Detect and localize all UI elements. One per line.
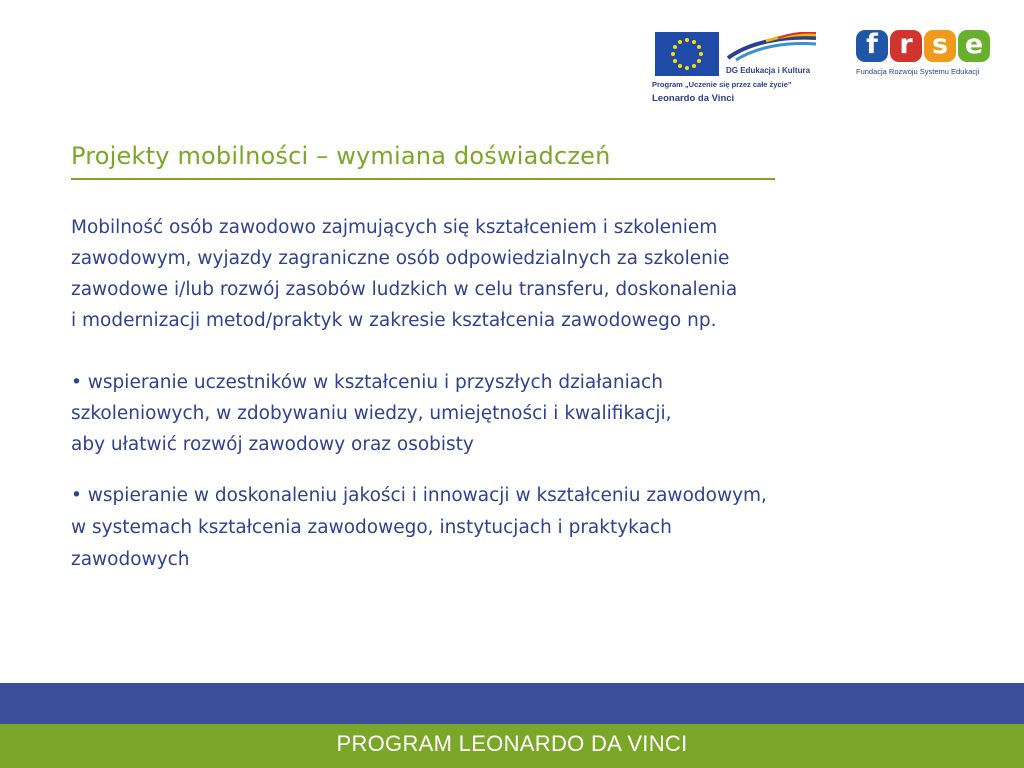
bullet-line: • wspieranie w doskonaleniu jakości i innowacji w kształceniu zawodowym,: [71, 485, 767, 506]
intro-paragraph: [71, 212, 971, 336]
frse-letter-f: f: [856, 30, 888, 62]
slide-title: Projekty mobilności – wymiana doświadczeń: [71, 142, 611, 170]
frse-letter-s: s: [924, 30, 956, 62]
paragraph-line: Mobilność osób zawodowo zajmujących się kształceniem i szkoleniem: [71, 217, 718, 238]
frse-letter-e: e: [958, 30, 990, 62]
frse-letters: [856, 30, 996, 62]
footer-program-label: PROGRAM LEONARDO DA VINCI: [336, 731, 688, 756]
footer-blue-band: [0, 683, 1024, 724]
bullet-line: • wspieranie uczestników w kształceniu i przyszłych działaniach: [71, 372, 663, 393]
eu-program-logo: [652, 30, 822, 110]
bullet-line: w systemach kształcenia zawodowego, instytucjach i praktykach: [71, 517, 672, 538]
bullet-line: aby ułatwić rozwój zawodowy oraz osobisty: [71, 434, 474, 455]
paragraph-line: zawodowe i/lub rozwój zasobów ludzkich w celu transferu, doskonalenia: [71, 279, 738, 300]
leonardo-label: Leonardo da Vinci: [652, 93, 735, 104]
program-swoosh-icon: [726, 32, 818, 62]
bullet-item-1: [71, 367, 971, 460]
bullet-line: szkoleniowych, w zdobywaniu wiedzy, umiejętności i kwalifikacji,: [71, 403, 672, 424]
bullet-item-2: [71, 480, 971, 576]
bullet-line: zawodowych: [71, 549, 190, 570]
frse-logo: [856, 30, 996, 86]
paragraph-line: i modernizacji metod/praktyk w zakresie kształcenia zawodowego np.: [71, 310, 717, 331]
paragraph-line: zawodowym, wyjazdy zagraniczne osób odpowiedzialnych za szkolenie: [71, 248, 730, 269]
frse-letter-r: r: [890, 30, 922, 62]
dg-label: DG Edukacja i Kultura: [726, 66, 811, 75]
eu-flag-icon: [655, 32, 719, 76]
frse-subtitle: Fundacja Rozwoju Systemu Edukacji: [856, 67, 980, 76]
program-label: Program „Uczenie się przez całe życie”: [652, 80, 792, 89]
title-underline: [71, 178, 775, 180]
